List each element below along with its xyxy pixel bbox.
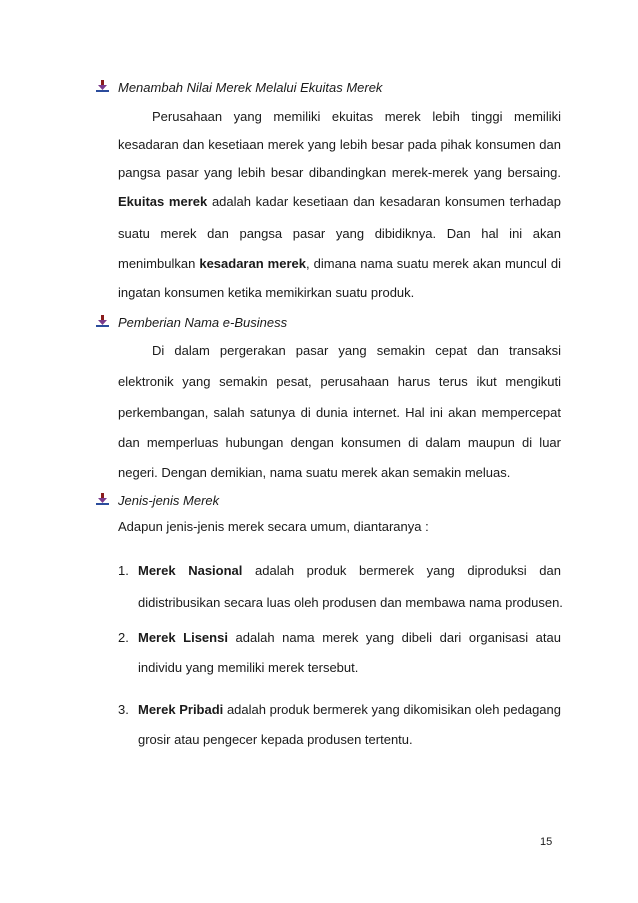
list-item-line	[138, 701, 561, 719]
list-number: 1.	[118, 563, 129, 578]
paragraph-line: elektronik yang semakin pesat, perusahaan harus terus ikut mengikuti	[118, 374, 561, 389]
paragraph-line: negeri. Dengan demikian, nama suatu merek akan semakin meluas.	[118, 465, 511, 480]
section-heading: Jenis-jenis Merek	[118, 493, 220, 508]
paragraph-text: menimbulkan	[118, 256, 200, 271]
list-item-line	[138, 562, 561, 580]
list-number: 2.	[118, 630, 129, 645]
list-item-line: individu yang memiliki merek tersebut.	[138, 660, 359, 675]
paragraph-line	[118, 255, 561, 273]
paragraph-line: dan memperluas hubungan dengan konsumen di dalam maupun di luar	[118, 435, 561, 450]
paragraph-line: Perusahaan yang memiliki ekuitas merek lebih tinggi memiliki	[152, 109, 561, 124]
bold-term: Merek Nasional	[138, 563, 243, 578]
section-heading: Pemberian Nama e-Business	[118, 315, 288, 330]
bold-term: Merek Lisensi	[138, 630, 228, 645]
paragraph-line: perkembangan, salah satunya di dunia internet. Hal ini akan mempercepat	[118, 405, 561, 420]
bold-term: Ekuitas merek	[118, 194, 208, 209]
bullet-arrow-icon	[96, 315, 109, 328]
list-item-line	[138, 629, 561, 647]
paragraph-text: adalah produk bermerek yang dikomisikan oleh pedagang	[223, 702, 562, 717]
bullet-arrow-icon	[96, 493, 109, 506]
paragraph-text: adalah produk bermerek yang diproduksi dan	[242, 563, 561, 578]
paragraph-text: adalah nama merek yang dibeli dari organisasi atau	[227, 630, 561, 645]
bold-term: kesadaran merek	[199, 256, 306, 271]
paragraph-line	[118, 193, 561, 211]
paragraph-text: , dimana nama suatu merek akan muncul di	[306, 256, 562, 271]
list-item-line: didistribusikan secara luas oleh produsen dan membawa nama produsen.	[138, 595, 563, 610]
paragraph-line: suatu merek dan pangsa pasar yang dibidiknya. Dan hal ini akan	[118, 226, 561, 241]
paragraph-text: adalah kadar kesetiaan dan kesadaran konsumen terhadap	[207, 194, 561, 209]
paragraph-line: ingatan konsumen ketika memikirkan suatu produk.	[118, 285, 415, 300]
list-item-line: grosir atau pengecer kepada produsen tertentu.	[138, 732, 413, 747]
bold-term: Merek Pribadi	[138, 702, 224, 717]
list-number: 3.	[118, 702, 129, 717]
paragraph-line: pangsa pasar yang lebih besar dibandingkan merek-merek yang bersaing.	[118, 165, 561, 180]
paragraph-line: kesadaran dan kesetiaan merek yang lebih besar pada pihak konsumen dan	[118, 137, 561, 152]
page-number: 15	[540, 836, 553, 848]
section-heading: Menambah Nilai Merek Melalui Ekuitas Merek	[118, 80, 383, 95]
paragraph-line: Adapun jenis-jenis merek secara umum, diantaranya :	[118, 519, 429, 534]
paragraph-line: Di dalam pergerakan pasar yang semakin cepat dan transaksi	[152, 343, 561, 358]
bullet-arrow-icon	[96, 80, 109, 93]
